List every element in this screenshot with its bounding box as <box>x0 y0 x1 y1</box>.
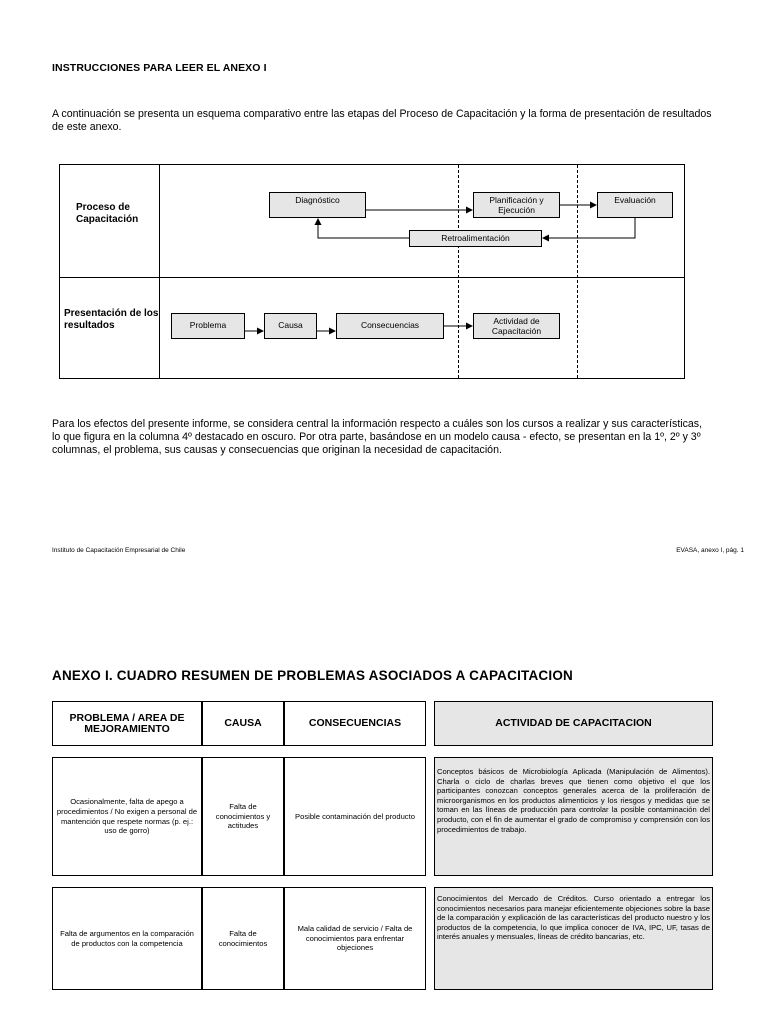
node-actividad: Actividad de Capacitación <box>473 313 560 339</box>
comparison-diagram <box>59 164 685 379</box>
footer-page-ref: EVASA, anexo I, pág. 1 <box>676 547 744 554</box>
row2-consecuencias: Mala calidad de servicio / Falta de conocimientos para enfrentar objeciones <box>284 887 426 990</box>
node-problema: Problema <box>171 313 245 339</box>
diagram-arrows <box>60 165 686 380</box>
annex-title: ANEXO I. CUADRO RESUMEN DE PROBLEMAS ASOCIADOS A CAPACITACION <box>52 668 573 683</box>
row2-problema: Falta de argumentos en la comparación de productos con la competencia <box>52 887 202 990</box>
header-problema: PROBLEMA / AREA DE MEJORAMIENTO <box>52 701 202 746</box>
node-planificacion: Planificación y Ejecución <box>473 192 560 218</box>
row1-causa: Falta de conocimientos y actitudes <box>202 757 284 876</box>
row1-problema: Ocasionalmente, falta de apego a procedimientos / No exigen a personal de mantención que respete normas (p. ej.: uso de gorro) <box>52 757 202 876</box>
row1-actividad: Conceptos básicos de Microbiología Aplicada (Manipulación de Alimentos). Charla o ciclo de charlas breves que tienen como objetivo el que los participantes conozcan conceptos generales acerca de la proliferación de microorganismos en los productos alimenticios y los riesgos y medidas que se toman en las líneas de producción para controlar la posible contaminación del producto, con el fin de aumentar el grado de compromiso y comprensión con los procedimientos de trabajo. <box>434 757 713 876</box>
node-evaluacion: Evaluación <box>597 192 673 218</box>
node-consecuencias: Consecuencias <box>336 313 444 339</box>
header-consecuencias: CONSECUENCIAS <box>284 701 426 746</box>
node-retroalimentacion: Retroalimentación <box>409 230 542 247</box>
arrow-retroalimentacion-diagnostico <box>318 219 409 238</box>
node-diagnostico: Diagnóstico <box>269 192 366 218</box>
row2-actividad: Conocimientos del Mercado de Créditos. Curso orientado a entregar los conocimientos necesarios para manejar eficientemente objeciones sobre la base de la comparación y explicación de las características del producto nuestro y los productos de la competencia, lo que implica conocer de IVA, IPC, UF, tasas de interés anuales y mensuales, líneas de crédito bancarias, etc. <box>434 887 713 990</box>
intro-paragraph: A continuación se presenta un esquema comparativo entre las etapas del Proceso de Capacitación y la forma de presentación de resultados de este anexo. <box>52 108 712 133</box>
header-causa: CAUSA <box>202 701 284 746</box>
row-label-presentacion: Presentación de los resultados <box>64 308 159 331</box>
instructions-title: INSTRUCCIONES PARA LEER EL ANEXO I <box>52 62 267 74</box>
arrow-evaluacion-retroalimentacion <box>543 218 635 238</box>
explanation-paragraph: Para los efectos del presente informe, se considera central la información respecto a cuáles son los cursos a realizar y sus características, lo que figura en la columna 4º destacado en oscuro. Por otra parte, basándose en un modelo causa - efecto, se presentan en la 1º, 2º y 3º columnas, el problema, sus causas y consecuencias que originan la necesidad de capacitación. <box>52 418 703 456</box>
row2-causa: Falta de conocimientos <box>202 887 284 990</box>
row-label-proceso: Proceso de Capacitación <box>76 202 139 225</box>
footer-institution: Instituto de Capacitación Empresarial de Chile <box>52 547 186 554</box>
header-actividad: ACTIVIDAD DE CAPACITACION <box>434 701 713 746</box>
row1-consecuencias: Posible contaminación del producto <box>284 757 426 876</box>
node-causa: Causa <box>264 313 317 339</box>
